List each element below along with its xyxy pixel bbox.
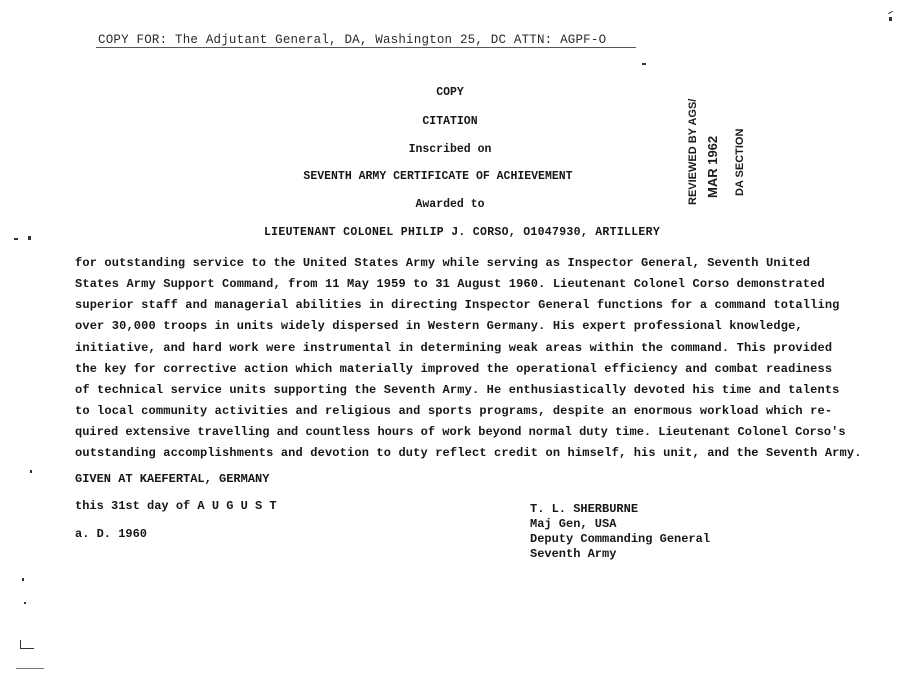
recipient-name: LIEUTENANT COLONEL PHILIP J. CORSO, O1047930, ARTILLERY: [263, 226, 661, 239]
scan-speck: [888, 11, 893, 14]
year-line: a. D. 1960: [75, 527, 148, 541]
stamp-line-reviewed: REVIEWED BY AGS/: [687, 98, 699, 205]
inscribed-on: Inscribed on: [408, 143, 492, 156]
copy-for-header: COPY FOR: The Adjutant General, DA, Washington 25, DC ATTN: AGPF-O: [98, 33, 607, 47]
body-line: of technical service units supporting the Seventh Army. He enthusiastically devoted his time and talents: [75, 383, 840, 397]
scan-speck: [20, 648, 34, 649]
body-line: superior staff and managerial abilities in directing Inspector General functions for a command totalling: [75, 298, 840, 312]
signer-unit: Seventh Army: [530, 547, 617, 561]
date-line: this 31st day of A U G U S T: [75, 499, 277, 513]
body-line: to local community activities and religious and sports programs, despite an enormous workload which re-: [75, 404, 833, 418]
signer-name: T. L. SHERBURNE: [530, 502, 639, 516]
scan-speck: [24, 602, 26, 604]
certificate-title: SEVENTH ARMY CERTIFICATE OF ACHIEVEMENT: [303, 170, 573, 183]
body-line: the key for corrective action which materially improved the operational efficiency and combat readiness: [75, 362, 833, 376]
body-line: for outstanding service to the United States Army while serving as Inspector General, Seventh United: [75, 256, 811, 270]
review-stamp: [670, 98, 770, 210]
scan-speck: [16, 668, 44, 669]
scan-speck: [889, 17, 892, 21]
body-line: quired extensive travelling and countless hours of work beyond normal duty time. Lieutenant Colonel Corso's: [75, 425, 846, 439]
stamp-line-date: MAR 1962: [705, 135, 720, 198]
signer-title: Deputy Commanding General: [530, 532, 711, 546]
scan-speck: [642, 63, 646, 65]
scan-speck: [30, 470, 32, 473]
signer-rank: Maj Gen, USA: [530, 517, 617, 531]
stamp-line-section: DA SECTION: [734, 128, 746, 196]
awarded-to: Awarded to: [415, 198, 485, 211]
copy-title: COPY: [436, 86, 464, 99]
body-line: over 30,000 troops in units widely dispersed in Western Germany. His expert professional knowledge,: [75, 319, 803, 333]
scan-speck: [28, 236, 31, 240]
scan-speck: [14, 238, 18, 240]
given-at: GIVEN AT KAEFERTAL, GERMANY: [75, 472, 270, 486]
scan-speck: [22, 578, 24, 581]
body-line: initiative, and hard work were instrumental in determining weak areas within the command. This provided: [75, 341, 833, 355]
body-line: States Army Support Command, from 11 May 1959 to 31 August 1960. Lieutenant Colonel Corso demonstrated: [75, 277, 825, 291]
copy-for-underline: [96, 47, 636, 48]
citation-title: CITATION: [422, 115, 478, 128]
body-line: outstanding accomplishments and devotion to duty reflect credit on himself, his unit, and the Seventh Army.: [75, 446, 862, 460]
